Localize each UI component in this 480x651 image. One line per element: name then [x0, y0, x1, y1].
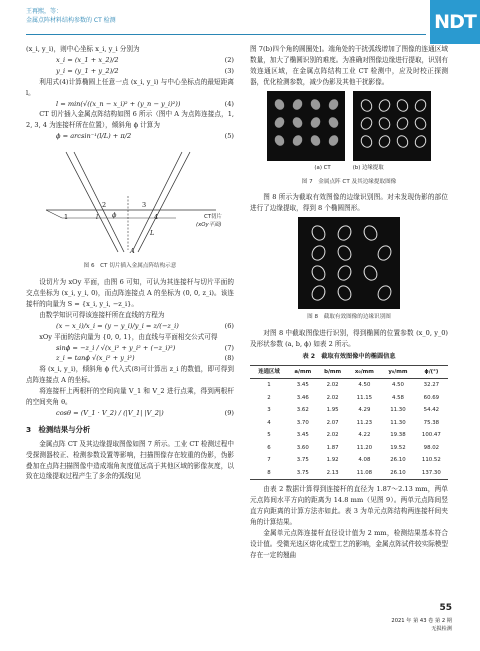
figure-7-images: [250, 91, 448, 161]
left-column: [26, 44, 234, 482]
edge-extraction-image: [353, 91, 431, 161]
journal-name: 无损检测: [431, 626, 452, 632]
table-cell: 11.20: [356, 444, 373, 451]
table-cell: 100.47: [421, 432, 441, 439]
table-cell: 4: [267, 419, 271, 426]
table-cell: 32.27: [423, 382, 440, 389]
table-cell: 4.58: [391, 394, 404, 401]
paragraph: 由表 2 数据计算得到连接杆的直径为 1.87～2.13 mm，两单元点阵间水平方向的距离为 14.8 mm（见图 9）。两单元点阵间竖直方向距离的计算方法亦如此。表 3 为单元点阵结构两连接杆间夹角的计算结果。: [250, 485, 448, 527]
paragraph: 将连接杆上两根杆的空间向量 V_1 和 V_2 进行点乘，得到两根杆的空间夹角 θ。: [26, 387, 234, 407]
table-row: [250, 379, 448, 392]
table-row: [250, 429, 448, 442]
figure-6-caption: 图 6 CT 切片插入金属点阵结构示意: [83, 263, 177, 270]
equation-5: ϕ = arcsin⁻¹(l/L) + π/2 (5): [56, 132, 234, 141]
subcaption-b: (b) 边缘提取: [352, 164, 384, 171]
equation-6: (x − x_i)/x_i = (y − y_i)/y_i = z/(−z_i) (6): [56, 321, 234, 330]
table-cell: 3.60: [296, 444, 309, 451]
paragraph: 金属点阵 CT 及其边缘提取图像如图 7 所示。工业 CT 检测过程中受探测器校正、检测参数设置等影响，扫描图像存在较重的伪影，伪影叠加在点阵扫描图像中造成端角灰度值远高于其他区域的影像灰度，以致在边缘提取过程产生了多余的弧线[见: [26, 439, 234, 481]
equation-3: y_i = (y_1 + y_2)/2 (3): [56, 66, 234, 75]
right-column: [250, 44, 448, 561]
slice-label: CT切片: [204, 214, 222, 221]
col-header: a/mm: [288, 365, 318, 379]
table-row: [250, 417, 448, 430]
table-cell: 3.45: [296, 432, 309, 439]
paragraph: 利用式(4)计算椭圆上任意一点 (x_i, y_i) 与中心坐标点的最短距离 l。: [26, 77, 234, 97]
equation-9: cosθ = (V_1 · V_2) / (|V_1| |V_2|) (9): [56, 408, 234, 417]
table-header-row: [250, 365, 448, 379]
table-cell: 3.75: [296, 457, 309, 464]
table-cell: 4.29: [358, 407, 371, 414]
col-header: y₀/mm: [381, 365, 415, 379]
table-cell: 11.30: [390, 419, 406, 426]
col-header: ϕ/(°): [415, 365, 448, 379]
header-authors: 王再熙，等：: [26, 8, 63, 15]
table-cell: 4.22: [358, 432, 371, 439]
ct-image: [267, 91, 345, 161]
col-header: x₀/mm: [348, 365, 382, 379]
table-cell: 60.69: [423, 394, 440, 401]
table-cell: 19.38: [390, 432, 406, 439]
table-cell: 1.92: [326, 457, 339, 464]
header-title: 金属点阵材料结构参数的 CT 检测: [26, 17, 116, 24]
table-cell: 75.38: [423, 419, 440, 426]
table-row: [250, 404, 448, 417]
table-row: [250, 454, 448, 467]
label-A: A: [130, 247, 135, 256]
table-cell: 54.42: [423, 407, 440, 414]
paragraph: 对图 8 中截取图像进行识别，得到椭圆的位置参数 (x_0, y_0) 及形状参数 (a, b, ϕ) 如表 2 所示。: [250, 329, 448, 349]
figure-8-caption: 图 8 截取有效图像的边缘识别图: [307, 314, 391, 321]
label-phi: ϕ: [112, 211, 117, 220]
table-2-caption: 表 2 截取有效图像中的椭圆信息: [302, 352, 396, 360]
header-rule: [26, 34, 426, 35]
table-cell: 11.08: [348, 467, 382, 480]
table-cell: 2.02: [326, 394, 339, 401]
col-header: b/mm: [318, 365, 348, 379]
subcaption-a: (a) CT: [314, 164, 331, 171]
ellipse-table: [250, 365, 448, 481]
table-cell: 2.07: [326, 419, 339, 426]
table-cell: 3.45: [296, 382, 309, 389]
running-header: [26, 7, 116, 25]
table-cell: 137.30: [415, 467, 448, 480]
table-body: [250, 379, 448, 480]
label-1: 1: [64, 213, 69, 222]
table-cell: 5: [267, 432, 271, 439]
journal-logo: NDT: [430, 0, 480, 44]
figure-7-subcaptions: [250, 163, 448, 174]
table-cell: 2.02: [326, 382, 339, 389]
table-cell: 11.15: [356, 394, 373, 401]
table-cell: 2: [267, 394, 271, 401]
table-row: [250, 442, 448, 455]
table-cell: 3.75: [288, 467, 318, 480]
paragraph: CT 切片插入金属点阵结构如图 6 所示（图中 A 为点阵连接点，1, 2, 3, 4 为连接杆所在位置），倾斜角 ϕ 计算为: [26, 110, 234, 130]
equation-7: sinϕ = −z_i / √(x_i² + y_i² + (−z_i)²) (7): [56, 343, 234, 352]
label-L: L: [150, 229, 155, 238]
label-4: 4: [154, 213, 159, 222]
table-cell: 3.62: [296, 407, 309, 414]
table-cell: 26.10: [381, 467, 415, 480]
table-cell: 11.30: [390, 407, 406, 414]
journal-footer: [391, 617, 452, 633]
table-cell: 2.13: [318, 467, 348, 480]
issue-info: 2021 年 第 43 卷 第 2 期: [391, 618, 452, 624]
label-l: l: [96, 213, 99, 222]
paragraph: (x_i, y_i)，则中心坐标 x_i, y_i 分别为: [26, 45, 140, 53]
paragraph: 由数学知识可得该连接杆所在直线的方程为: [39, 310, 165, 319]
table-cell: 8: [250, 467, 288, 480]
paragraph: 设切片为 xOy 平面，由图 6 可知，可认为其连接杆与切片平面的交点坐标为 (x_i, y_i, 0)，而点阵连接点 A 的坐标为 (0, 0, z_i)。该连接杆的向量为 S = {x_i, y_i, −z_i}。: [26, 278, 234, 308]
table-cell: 11.23: [356, 419, 373, 426]
table-row: [250, 467, 448, 480]
figure-8-image: [298, 217, 400, 309]
table-cell: 7: [267, 457, 271, 464]
table-cell: 3.46: [296, 394, 309, 401]
figure-6-diagram: [26, 146, 234, 258]
section-heading: 3 检测结果与分析: [26, 424, 91, 434]
paragraph: xOy 平面的法向量为 {0, 0, 1}，由直线与平面相交公式可得: [39, 332, 218, 341]
equation-8: z_i = tanϕ √(x_i² + y_i²) (8): [56, 354, 234, 363]
label-2: 2: [102, 201, 107, 210]
table-cell: 2.02: [326, 432, 339, 439]
paragraph: 金属单元点阵连接杆直径设计值为 2 mm，检测结果基本符合设计值。受微光选区熔化成型工艺的影响，金属点阵试件较实际模型存在一定的翘曲: [250, 529, 448, 559]
table-cell: 1.95: [326, 407, 339, 414]
paragraph: 将 (x_i, y_i)，倾斜角 ϕ 代入式(8)可计算出 z_i 的数值，即可得到点阵连接点 A 的坐标。: [26, 365, 234, 385]
label-3: 3: [142, 201, 147, 210]
slice-plane-label: (xOy平面): [196, 222, 222, 229]
equation-2: x_i = (x_1 + x_2)/2 (2): [56, 55, 234, 64]
table-cell: 1.87: [326, 444, 339, 451]
table-cell: 3: [267, 407, 271, 414]
table-cell: 1: [267, 382, 271, 389]
table-cell: 3.70: [296, 419, 309, 426]
lattice-schematic: [26, 146, 234, 258]
figure-7-caption: 图 7 金属点阵 CT 及其边缘提取图像: [301, 178, 397, 185]
table-row: [250, 392, 448, 405]
paragraph: 图 8 所示为截取有效图像的边缘识别图。对未发现伪影的部位进行了边缘提取，得到 8 个椭圆图形。: [250, 193, 448, 213]
table-cell: 19.52: [390, 444, 406, 451]
table-cell: 6: [267, 444, 271, 451]
table-cell: 98.02: [423, 444, 440, 451]
table-cell: 4.08: [358, 457, 371, 464]
table-cell: 26.10: [390, 457, 406, 464]
page-number: 55: [439, 603, 452, 613]
col-header: 连通区域: [250, 365, 288, 379]
paragraph: 图 7(b)四个角的圆圈处]。端角处的干扰弧线增加了图像的连通区域数量，加大了椭圆识别的难度。为准确对图像边缘进行提取，识别有效连通区域，在金属点阵结构工业 CT 检测中，应及时校正探测器，优化检测参数，减少伪影及其他干扰影像。: [250, 45, 448, 86]
table-cell: 110.52: [421, 457, 441, 464]
equation-4: l = min(√((x_n − x_i)² + (y_n − y_i)²)) (4): [56, 99, 234, 108]
table-cell: 4.50: [358, 382, 371, 389]
table-cell: 4.50: [391, 382, 404, 389]
